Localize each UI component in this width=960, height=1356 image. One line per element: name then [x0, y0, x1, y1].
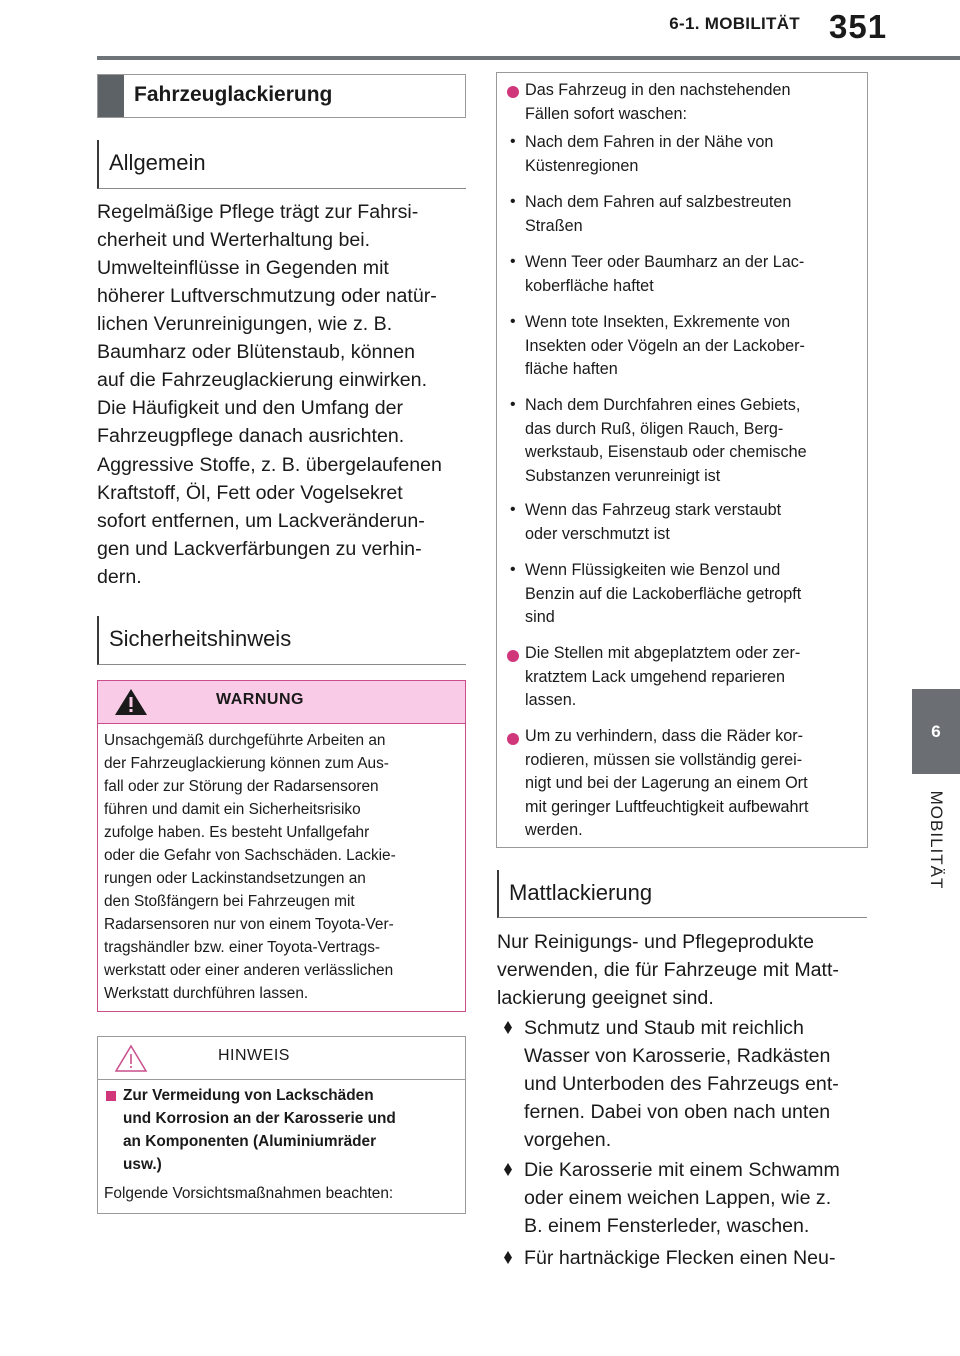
- text-line: mit geringer Luftfeuchtigkeit aufbewahrt: [525, 797, 809, 816]
- matte-step: [524, 1244, 874, 1272]
- text-line: an Komponenten (Aluminiumräder: [123, 1133, 377, 1150]
- caution-triangle-outline-icon: [113, 1043, 149, 1073]
- text-line: Küstenregionen: [525, 156, 639, 175]
- text-line: auf die Fahrzeuglackierung einwirken.: [97, 369, 428, 391]
- text-line: Regelmäßige Pflege trägt zur Fahrsi-: [97, 201, 419, 223]
- wash-instructions-box: [496, 72, 868, 848]
- text-line: den Stoßfängern bei Fahrzeugen mit: [104, 893, 355, 910]
- note-title: HINWEIS: [218, 1047, 290, 1064]
- warning-text: [104, 729, 456, 1005]
- text-line: Baumharz oder Blütenstaub, können: [97, 341, 416, 363]
- text-line: Insekten oder Vögeln an der Lackober-: [525, 336, 805, 355]
- text-line: kratztem Lack umgehend reparieren: [525, 667, 786, 686]
- list-item: [525, 725, 808, 843]
- note-heading: [123, 1084, 453, 1176]
- subheading-general: [97, 140, 466, 189]
- text-line: oder verschmutzt ist: [525, 524, 670, 543]
- text-line: höherer Luftverschmutzung oder natür-: [97, 285, 437, 307]
- subheading-matte: [497, 870, 867, 918]
- matte-step: [524, 1014, 874, 1154]
- text-line: und Korrosion an der Karosserie und: [123, 1110, 396, 1127]
- chapter-tab-number: 6: [912, 689, 960, 774]
- text-line: oder die Gefahr von Sachschäden. Lackie-: [104, 847, 396, 864]
- text-line: Um zu verhindern, dass die Räder kor-: [525, 727, 804, 745]
- list-item: [525, 131, 773, 178]
- text-line: dern.: [97, 566, 142, 588]
- bullet-glyph: •: [510, 396, 516, 413]
- text-line: Zur Vermeidung von Lackschäden: [123, 1087, 374, 1104]
- note-header: [98, 1037, 465, 1080]
- note-box: [97, 1036, 466, 1214]
- note-body: Folgende Vorsichtsmaßnahmen beachten:: [104, 1185, 394, 1202]
- text-line: rodieren, müssen sie vollständig gerei-: [525, 750, 803, 769]
- text-line: Für hartnäckige Flecken einen Neu-: [524, 1247, 836, 1269]
- general-paragraph-1: [97, 198, 469, 450]
- subheading-safety: [97, 616, 466, 665]
- warning-title: WARNUNG: [216, 691, 304, 708]
- text-line: gen und Lackverfärbungen zu verhin-: [97, 538, 422, 560]
- warning-header: [98, 681, 465, 724]
- list-item: [525, 394, 807, 488]
- text-line: Fällen sofort waschen:: [525, 104, 687, 123]
- text-line: Radarsensoren nur von einem Toyota-Ver-: [104, 916, 394, 933]
- text-line: Schmutz und Staub mit reichlich: [524, 1017, 804, 1039]
- note-square-bullet-icon: [106, 1091, 116, 1101]
- section-title-bar: [98, 75, 124, 117]
- text-line: Straßen: [525, 216, 583, 235]
- text-line: lichen Verunreinigungen, wie z. B.: [97, 313, 393, 335]
- text-line: Das Fahrzeug in den nachstehenden: [525, 81, 791, 99]
- magenta-dot-bullet-icon: [507, 733, 519, 745]
- text-line: koberfläche haftet: [525, 276, 654, 295]
- text-line: Nach dem Fahren auf salzbestreuten: [525, 193, 792, 211]
- text-line: werden.: [525, 821, 583, 839]
- text-line: Wasser von Karosserie, Radkästen: [524, 1045, 831, 1067]
- text-line: B. einem Fensterleder, waschen.: [524, 1215, 810, 1237]
- magenta-dot-bullet-icon: [507, 86, 519, 98]
- text-line: Nach dem Fahren in der Nähe von: [525, 133, 774, 151]
- list-item: [525, 311, 805, 382]
- list-item: [525, 559, 801, 630]
- section-title-text: Fahrzeuglackierung: [134, 83, 333, 106]
- text-line: fall oder zur Störung der Radarsensoren: [104, 778, 379, 795]
- warning-triangle-icon: [113, 687, 149, 717]
- text-line: Fahrzeugpflege danach ausrichten.: [97, 425, 405, 447]
- text-line: Wenn Flüssigkeiten wie Benzol und: [525, 561, 781, 579]
- text-line: Nach dem Durchfahren eines Gebiets,: [525, 396, 801, 414]
- text-line: rungen oder Lackinstandsetzungen an: [104, 870, 366, 887]
- list-item: [525, 642, 800, 713]
- bullet-glyph: •: [510, 313, 516, 330]
- text-line: vorgehen.: [524, 1129, 612, 1151]
- text-line: fernen. Dabei von oben nach unten: [524, 1101, 831, 1123]
- section-title: [97, 74, 466, 118]
- magenta-dot-bullet-icon: [507, 650, 519, 662]
- text-line: lassen.: [525, 691, 577, 709]
- diamond-bullet-icon: [504, 1021, 512, 1034]
- text-line: zufolge haben. Es besteht Unfallgefahr: [104, 824, 370, 841]
- text-line: Nur Reinigungs- und Pflegeprodukte: [497, 931, 814, 953]
- diamond-bullet-icon: [504, 1251, 512, 1264]
- text-line: cherheit und Werterhaltung bei.: [97, 229, 371, 251]
- text-line: werkstatt oder einer anderen verlässlichen: [104, 962, 394, 979]
- text-line: werkstaub, Eisenstaub oder chemische: [525, 443, 807, 461]
- text-line: usw.): [123, 1156, 162, 1173]
- text-line: führen und damit ein Sicherheitsrisiko: [104, 801, 361, 818]
- text-line: fläche haften: [525, 360, 618, 378]
- text-line: Umwelteinflüsse in Gegenden mit: [97, 257, 389, 279]
- subheading-general-text: Allgemein: [109, 150, 206, 175]
- list-item: [525, 499, 781, 546]
- text-line: Substanzen verunreinigt ist: [525, 466, 721, 485]
- bullet-glyph: •: [510, 561, 516, 578]
- bullet-glyph: •: [510, 501, 516, 518]
- text-line: lackierung geeignet sind.: [497, 987, 714, 1009]
- bullet-glyph: •: [510, 133, 516, 150]
- text-line: tragshändler bzw. einer Toyota-Vertrags-: [104, 939, 381, 956]
- subheading-matte-text: Mattlackierung: [509, 880, 653, 905]
- text-line: Benzin auf die Lackoberfläche getropft: [525, 584, 802, 603]
- header-rule: [97, 56, 960, 60]
- subheading-safety-text: Sicherheitshinweis: [109, 626, 292, 651]
- bullet-glyph: •: [510, 253, 516, 270]
- chapter-tab-label: MOBILITÄT: [927, 790, 946, 890]
- text-line: Die Stellen mit abgeplatztem oder zer-: [525, 644, 801, 662]
- text-line: sofort entfernen, um Lackveränderun-: [97, 510, 425, 532]
- page-number: 351: [829, 8, 888, 45]
- text-line: Die Karosserie mit einem Schwamm: [524, 1159, 840, 1181]
- text-line: Wenn Teer oder Baumharz an der Lac-: [525, 253, 805, 271]
- text-line: Kraftstoff, Öl, Fett oder Vogelsekret: [97, 482, 403, 504]
- matte-intro-paragraph: [497, 928, 869, 1012]
- matte-step: [524, 1156, 874, 1240]
- list-item: [525, 79, 790, 126]
- running-header-section: 6-1. MOBILITÄT: [669, 14, 800, 33]
- text-line: Die Häufigkeit und den Umfang der: [97, 397, 404, 419]
- warning-box: [97, 680, 466, 1012]
- text-line: sind: [525, 608, 555, 626]
- text-line: der Fahrzeuglackierung können zum Aus-: [104, 755, 389, 772]
- text-line: nigt und bei der Lagerung an einem Ort: [525, 774, 808, 792]
- text-line: Wenn das Fahrzeug stark verstaubt: [525, 501, 782, 519]
- text-line: oder einem weichen Lappen, wie z.: [524, 1187, 832, 1209]
- text-line: Wenn tote Insekten, Exkremente von: [525, 313, 791, 331]
- text-line: Aggressive Stoffe, z. B. übergelaufenen: [97, 454, 442, 476]
- general-paragraph-2: [97, 451, 469, 591]
- text-line: das durch Ruß, öligen Rauch, Berg-: [525, 419, 784, 438]
- diamond-bullet-icon: [504, 1163, 512, 1176]
- text-line: Werkstatt durchführen lassen.: [104, 985, 309, 1002]
- list-item: [525, 191, 791, 238]
- text-line: und Unterboden des Fahrzeugs ent-: [524, 1073, 839, 1095]
- text-line: verwenden, die für Fahrzeuge mit Matt-: [497, 959, 839, 981]
- bullet-glyph: •: [510, 193, 516, 210]
- text-line: Unsachgemäß durchgeführte Arbeiten an: [104, 732, 386, 749]
- list-item: [525, 251, 804, 298]
